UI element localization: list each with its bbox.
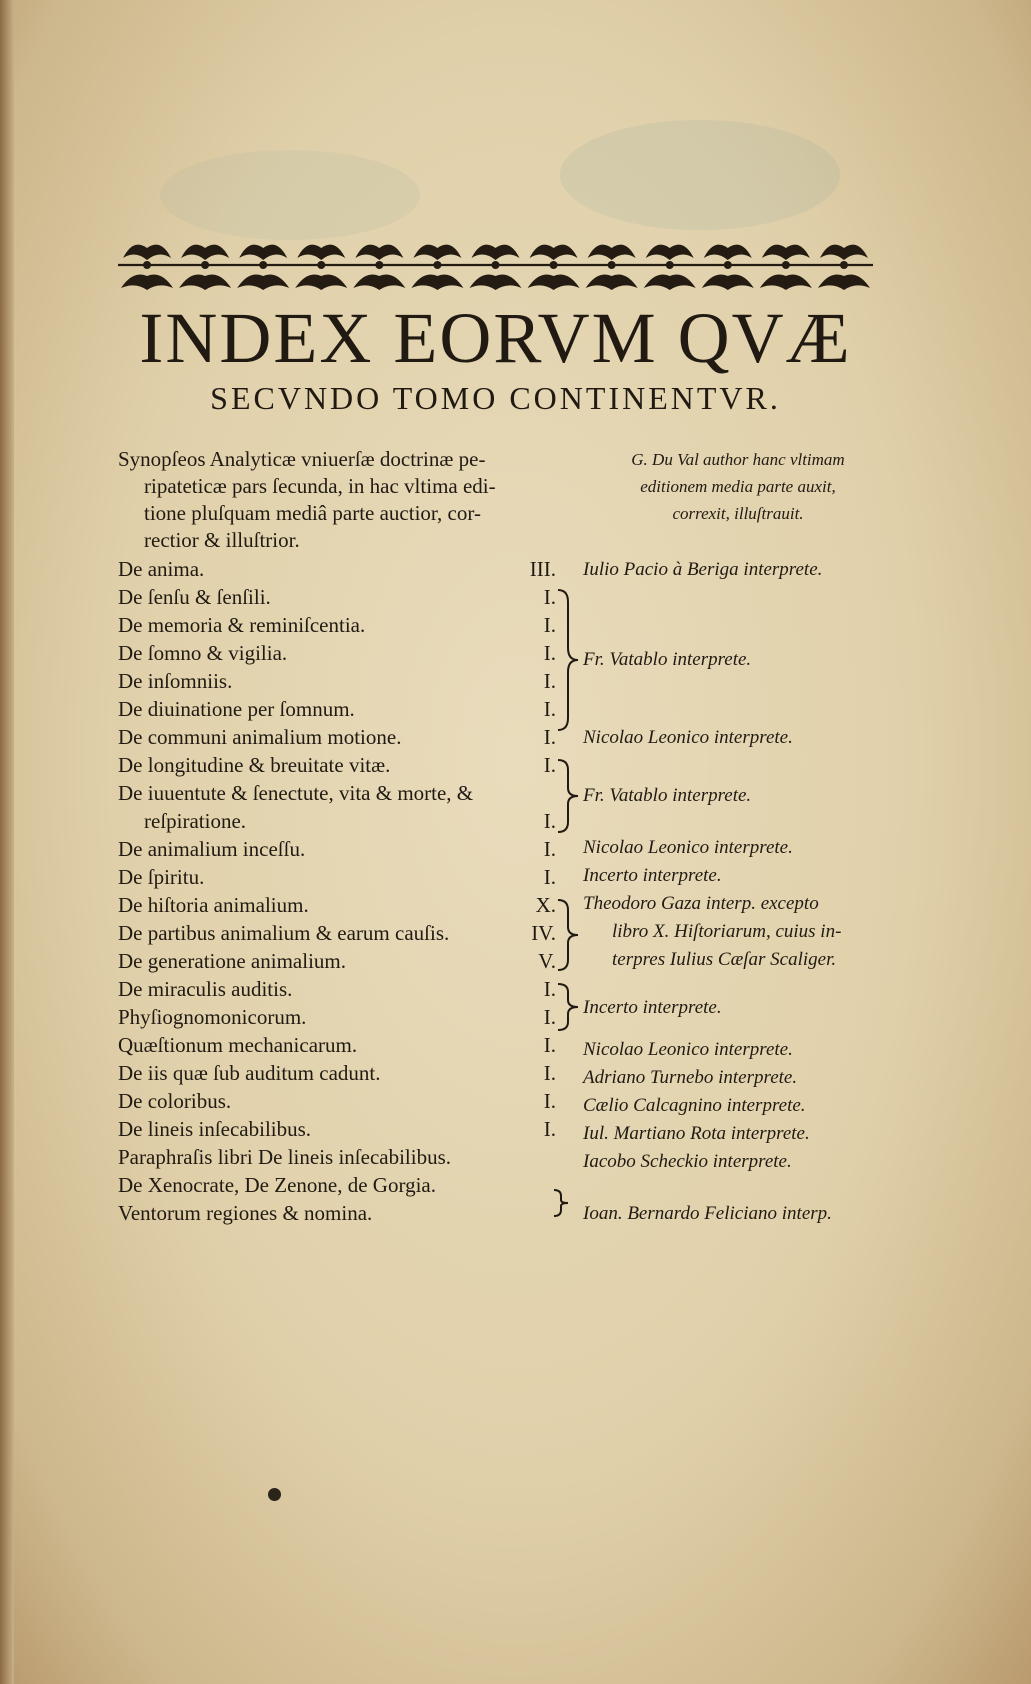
interpreter-note: Cælio Calcagnino interprete. bbox=[583, 1095, 806, 1116]
ornament-dot bbox=[724, 261, 732, 269]
interpreter-note: Fr. Vatablo interprete. bbox=[583, 649, 752, 670]
ornament-dot bbox=[259, 261, 267, 269]
interpreter-note: terpres Iulius Cæſar Scaliger. bbox=[612, 949, 837, 970]
curly-brace-icon bbox=[552, 1188, 570, 1218]
ornament-motif-top bbox=[123, 245, 171, 260]
entry-title: De hiſtoria animalium. bbox=[118, 893, 309, 917]
ornament-dot bbox=[143, 261, 151, 269]
ornament-motif-bottom bbox=[528, 275, 580, 291]
entry-title: De longitudine & breuitate vitæ. bbox=[118, 753, 391, 777]
interpreter-note: Incerto interprete. bbox=[583, 865, 722, 886]
entry-title: De partibus animalium & earum cauſis. bbox=[118, 921, 450, 945]
interpreter-note: Iul. Martiano Rota interprete. bbox=[583, 1123, 810, 1144]
page-title: INDEX EORVM QVÆ bbox=[139, 298, 852, 378]
ornament-motif-top bbox=[588, 245, 636, 260]
interpreter-note: Fr. Vatablo interprete. bbox=[583, 785, 752, 806]
page-edge-shadow bbox=[0, 0, 14, 1684]
ornament-motif-top bbox=[820, 245, 868, 260]
curly-brace-icon bbox=[556, 758, 580, 834]
intro-line: rectior & illuſtrior. bbox=[144, 528, 300, 552]
interpreter-note: Incerto interprete. bbox=[583, 997, 722, 1018]
entry-title: De Xenocrate, De Zenone, de Gorgia. bbox=[118, 1173, 436, 1197]
ornament-dot bbox=[550, 261, 558, 269]
intro-line: ripateticæ pars ſecunda, in hac vltima edi- bbox=[144, 474, 496, 498]
intro-note bbox=[588, 446, 888, 527]
entry-book-count: I. bbox=[543, 1061, 556, 1085]
intro-line: tione pluſquam mediâ parte auctior, cor- bbox=[144, 501, 481, 525]
interpreter-note: libro X. Hiſtoriarum, cuius in- bbox=[612, 921, 842, 942]
entry-book-count: I. bbox=[543, 725, 556, 749]
decorative-headpiece bbox=[118, 236, 873, 294]
ornament-motif-bottom bbox=[353, 275, 405, 291]
entry-title: De iuuentute & ſenectute, vita & morte, & bbox=[118, 781, 474, 805]
entry-title: reſpiratione. bbox=[144, 809, 247, 833]
ornament-motif-top bbox=[355, 245, 403, 260]
entry-title: De diuinatione per ſomnum. bbox=[118, 697, 355, 721]
entry-title: De coloribus. bbox=[118, 1089, 232, 1113]
entry-book-count: I. bbox=[543, 865, 556, 889]
ornament-dot bbox=[201, 261, 209, 269]
ornament-motif-top bbox=[646, 245, 694, 260]
interpreter-note: Nicolao Leonico interprete. bbox=[583, 837, 793, 858]
interpreter-note: Iacobo Scheckio interprete. bbox=[583, 1151, 792, 1172]
ornament-motif-bottom bbox=[295, 275, 347, 291]
interpreter-note: Nicolao Leonico interprete. bbox=[583, 727, 793, 748]
ornament-motif-bottom bbox=[470, 275, 522, 291]
ornament-motif-top bbox=[762, 245, 810, 260]
entry-title: De generatione animalium. bbox=[118, 949, 346, 973]
interpreter-note: Iulio Pacio à Beriga interprete. bbox=[583, 559, 823, 580]
curly-brace-icon bbox=[556, 982, 580, 1032]
entry-title: Ventorum regiones & nomina. bbox=[118, 1201, 373, 1225]
ornament-motif-top bbox=[530, 245, 578, 260]
curly-brace-icon bbox=[556, 898, 580, 972]
entry-book-count: I. bbox=[543, 669, 556, 693]
entry-title: De animalium inceſſu. bbox=[118, 837, 306, 861]
entry-book-count: I. bbox=[543, 1005, 556, 1029]
ink-spot bbox=[268, 1488, 281, 1501]
entry-book-count: I. bbox=[543, 641, 556, 665]
paper-stain bbox=[160, 150, 420, 240]
entry-title: De ſenſu & ſenſili. bbox=[118, 585, 271, 609]
ornament-motif-bottom bbox=[237, 275, 289, 291]
entry-title: De anima. bbox=[118, 557, 205, 581]
ornament-motif-bottom bbox=[121, 275, 173, 291]
interpreter-note: Theodoro Gaza interp. excepto bbox=[583, 893, 819, 914]
ornament-dot bbox=[840, 261, 848, 269]
intro-note-line: G. Du Val author hanc vltimam bbox=[631, 450, 845, 469]
entry-title: De ſpiritu. bbox=[118, 865, 205, 889]
entry-book-count: I. bbox=[543, 809, 556, 833]
ornament-motif-top bbox=[413, 245, 461, 260]
entry-book-count: V. bbox=[538, 949, 556, 973]
entry-title: De inſomniis. bbox=[118, 669, 233, 693]
interpreter-note: Nicolao Leonico interprete. bbox=[583, 1039, 793, 1060]
entry-book-count: I. bbox=[543, 1033, 556, 1057]
entry-book-count: I. bbox=[543, 613, 556, 637]
ornament-dot bbox=[375, 261, 383, 269]
entry-title: De lineis inſecabilibus. bbox=[118, 1117, 312, 1141]
ornament-motif-bottom bbox=[179, 275, 231, 291]
ornament-motif-bottom bbox=[702, 275, 754, 291]
ornament-motif-top bbox=[472, 245, 520, 260]
entry-book-count: I. bbox=[543, 585, 556, 609]
entry-title: Quæſtionum mechanicarum. bbox=[118, 1033, 358, 1057]
interpreter-note: Adriano Turnebo interprete. bbox=[583, 1067, 798, 1088]
ornament-dot bbox=[492, 261, 500, 269]
ornament-motif-bottom bbox=[586, 275, 638, 291]
entry-book-count: I. bbox=[543, 1117, 556, 1141]
entry-title: De iis quæ ſub auditum cadunt. bbox=[118, 1061, 381, 1085]
intro-paragraph bbox=[118, 446, 558, 554]
ornament-dot bbox=[666, 261, 674, 269]
entry-book-count: I. bbox=[543, 1089, 556, 1113]
entry-title: Phyſiognomonicorum. bbox=[118, 1005, 307, 1029]
ornament-dot bbox=[317, 261, 325, 269]
entry-title: De memoria & reminiſcentia. bbox=[118, 613, 366, 637]
curly-brace-icon bbox=[556, 588, 580, 732]
ornament-motif-top bbox=[704, 245, 752, 260]
ornament-motif-bottom bbox=[818, 275, 870, 291]
entry-title: Paraphraſis libri De lineis inſecabilibus. bbox=[118, 1145, 452, 1169]
entry-book-count: I. bbox=[543, 837, 556, 861]
entry-book-count: I. bbox=[543, 977, 556, 1001]
ornament-motif-top bbox=[297, 245, 345, 260]
intro-line: Synopſeos Analyticæ vniuerſæ doctrinæ pe- bbox=[118, 447, 486, 471]
entry-title: De communi animalium motione. bbox=[118, 725, 402, 749]
entry-book-count: III. bbox=[529, 557, 556, 581]
ornament-motif-bottom bbox=[411, 275, 463, 291]
entry-book-count: I. bbox=[543, 697, 556, 721]
ornament-dot bbox=[782, 261, 790, 269]
entry-title: De miraculis auditis. bbox=[118, 977, 293, 1001]
entry-book-count: X. bbox=[535, 893, 556, 917]
intro-note-line: correxit, illuſtrauit. bbox=[672, 504, 804, 523]
entry-book-count: I. bbox=[543, 753, 556, 777]
entry-title: De ſomno & vigilia. bbox=[118, 641, 288, 665]
interpreter-note: Ioan. Bernardo Feliciano interp. bbox=[583, 1203, 832, 1224]
ornament-motif-top bbox=[181, 245, 229, 260]
intro-note-line: editionem media parte auxit, bbox=[640, 477, 836, 496]
ornament-dot bbox=[608, 261, 616, 269]
ornament-dot bbox=[433, 261, 441, 269]
ornament-motif-top bbox=[239, 245, 287, 260]
ornament-motif-bottom bbox=[644, 275, 696, 291]
entry-book-count: IV. bbox=[531, 921, 556, 945]
paper-stain bbox=[560, 120, 840, 230]
ornament-motif-bottom bbox=[760, 275, 812, 291]
page-subtitle: SECVNDO TOMO CONTINENTVR. bbox=[210, 380, 781, 416]
